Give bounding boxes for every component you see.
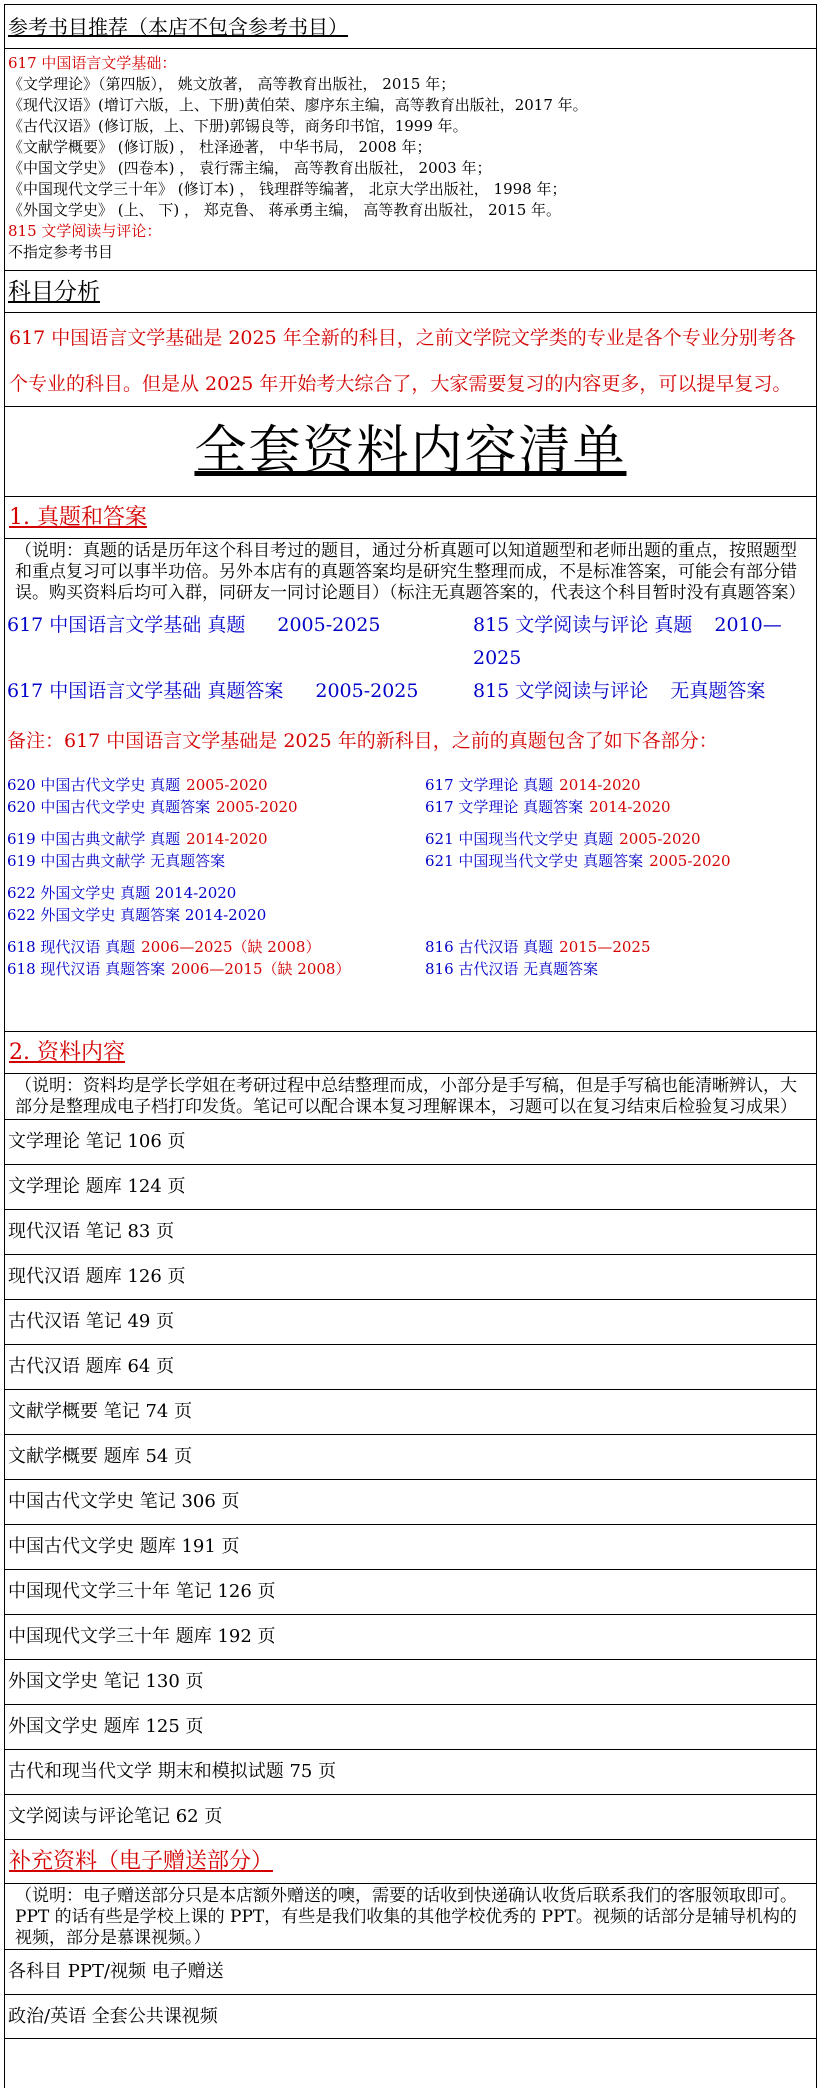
section2-header: 2. 资料内容 xyxy=(9,1040,125,1065)
exam-entry-name: 815 文学阅读与评论 真题 xyxy=(473,614,693,636)
exam-entry-name: 621 中国现当代文学史 真题 xyxy=(425,830,614,848)
exam-entry-years: 2005-2020 xyxy=(619,830,701,848)
exam-entry-name: 816 古代汉语 真题 xyxy=(425,938,554,956)
exam-entry xyxy=(7,936,425,958)
material-item: 外国文学史 笔记 130 页 xyxy=(5,1659,816,1704)
section1-body xyxy=(5,538,816,1031)
analysis-text: 617 中国语言文学基础是 2025 年全新的科目，之前文学院文学类的专业是各个专业分别考各个专业的科目。但是从 2025 年开始考大综合了，大家需要复习的内容更多，可以提早复习。 xyxy=(5,312,816,406)
book-line: 《中国现代文学三十年》 (修订本) ， 钱理群等编著， 北京大学出版社， 1998 年； xyxy=(8,180,567,198)
exam-entry xyxy=(7,609,473,675)
exam-entry xyxy=(425,774,816,796)
section2-note: （说明：资料均是学长学姐在考研过程中总结整理而成，小部分是手写稿，但是手写稿也能清晰辨认，大部分是整理成电子档打印发货。笔记可以配合课本复习理解课本，习题可以在复习结束后检验复习成果） xyxy=(5,1073,816,1119)
material-item: 中国古代文学史 题库 191 页 xyxy=(5,1524,816,1569)
exam-group xyxy=(5,882,816,926)
exam-entry xyxy=(7,850,425,872)
book-line: 《现代汉语》(增订六版，上、下册)黄伯荣、廖序东主编，高等教育出版社，2017 年。 xyxy=(8,96,588,114)
exam-entry-name: 617 中国语言文学基础 真题答案 xyxy=(7,680,284,702)
section2-items xyxy=(5,1119,816,1839)
supplement-item: 政治/英语 全套公共课视频 xyxy=(5,1994,816,2039)
exam-entry-years: 无真题答案 xyxy=(670,680,766,702)
analysis-header: 科目分析 xyxy=(8,279,100,305)
supplement-header-box xyxy=(5,1839,816,1883)
exam-entry xyxy=(7,774,425,796)
exam-entry-years: 2005-2020 xyxy=(216,798,298,816)
exam-subrow xyxy=(5,958,816,980)
books-subject-815: 815 文学阅读与评论： xyxy=(8,222,162,240)
supplement-item: 各科目 PPT/视频 电子赠送 xyxy=(5,1949,816,1994)
exam-entry-years: 2005-2020 xyxy=(186,776,268,794)
exam-subrow xyxy=(5,882,816,904)
exam-entry-name: 816 古代汉语 无真题答案 xyxy=(425,960,599,978)
supplement-items xyxy=(5,1949,816,2039)
exam-entry-name: 622 外国文学史 真题 2014-2020 xyxy=(7,884,237,902)
exam-entry xyxy=(7,958,425,980)
book-line: 《文献学概要》 (修订版) ， 杜泽逊著， 中华书局， 2008 年； xyxy=(8,138,432,156)
exam-entry xyxy=(425,850,816,872)
books-list xyxy=(5,48,816,270)
material-item: 文学理论 题库 124 页 xyxy=(5,1164,816,1209)
section1-note: （说明：真题的话是历年这个科目考过的题目，通过分析真题可以知道题型和老师出题的重点，按照题型和重点复习可以事半功倍。另外本店有的真题答案均是研究生整理而成，不是标准答案，可能会有部分错误。购买资料后均可入群，同研友一同讨论题目）（标注无真题答案的，代表这个科目暂时没有真题答案） xyxy=(15,541,806,603)
exam-subrow xyxy=(5,774,816,796)
main-title: 全套资料内容清单 xyxy=(194,421,627,481)
exam-entry xyxy=(7,882,425,904)
material-item: 中国古代文学史 笔记 306 页 xyxy=(5,1479,816,1524)
material-item: 外国文学史 题库 125 页 xyxy=(5,1704,816,1749)
exam-subrow xyxy=(5,796,816,818)
exam-entry-years: 2014-2020 xyxy=(186,830,268,848)
exam-entry-name: 621 中国现当代文学史 真题答案 xyxy=(425,852,644,870)
exam-group xyxy=(5,828,816,872)
exam-entry xyxy=(425,936,816,958)
material-item: 中国现代文学三十年 笔记 126 页 xyxy=(5,1569,816,1614)
section2-header-box xyxy=(5,1031,816,1073)
books-header-box xyxy=(5,4,816,48)
material-item: 文献学概要 笔记 74 页 xyxy=(5,1389,816,1434)
exam-entry xyxy=(473,609,816,675)
exam-entry xyxy=(425,904,816,926)
exam-entry-name: 618 现代汉语 真题 xyxy=(7,938,136,956)
exam-entry-years: 2005-2025 xyxy=(315,680,419,702)
exam-subrow xyxy=(5,850,816,872)
material-item: 古代汉语 题库 64 页 xyxy=(5,1344,816,1389)
exam-entry-name: 622 外国文学史 真题答案 2014-2020 xyxy=(7,906,267,924)
exam-row xyxy=(5,609,816,675)
exam-group xyxy=(5,774,816,818)
exam-entry-name: 619 中国古典文献学 无真题答案 xyxy=(7,852,226,870)
section1-remark: 备注：617 中国语言文学基础是 2025 年的新科目，之前的真题包含了如下各部分： xyxy=(7,730,718,752)
section1-groups xyxy=(5,774,816,980)
exam-entry xyxy=(425,882,816,904)
books-lines xyxy=(8,74,816,221)
material-item: 文献学概要 题库 54 页 xyxy=(5,1434,816,1479)
material-item: 文学阅读与评论笔记 62 页 xyxy=(5,1794,816,1839)
exam-entry-years: 2005-2020 xyxy=(649,852,731,870)
book-line: 《文学理论》（第四版）， 姚文放著， 高等教育出版社， 2015 年； xyxy=(8,75,456,93)
exam-subrow xyxy=(5,936,816,958)
book-line: 《外国文学史》 (上、 下) ， 郑克鲁、 蒋承勇主编， 高等教育出版社， 2015 年。 xyxy=(8,201,562,219)
section1-header: 1. 真题和答案 xyxy=(9,505,147,530)
material-item: 现代汉语 笔记 83 页 xyxy=(5,1209,816,1254)
exam-entry-name: 617 中国语言文学基础 真题 xyxy=(7,614,246,636)
exam-row xyxy=(5,675,816,708)
exam-entry-name: 620 中国古代文学史 真题 xyxy=(7,776,181,794)
main-title-box xyxy=(5,406,816,496)
document-sheet xyxy=(4,4,817,2088)
material-item: 现代汉语 题库 126 页 xyxy=(5,1254,816,1299)
exam-entry-name: 815 文学阅读与评论 xyxy=(473,680,649,702)
exam-entry-name: 617 文学理论 真题 xyxy=(425,776,554,794)
exam-entry-name: 619 中国古典文献学 真题 xyxy=(7,830,181,848)
books-header: 参考书目推荐（本店不包含参考书目） xyxy=(8,15,348,39)
exam-entry xyxy=(425,828,816,850)
exam-entry xyxy=(7,796,425,818)
exam-entry-name: 618 现代汉语 真题答案 xyxy=(7,960,166,978)
exam-entry xyxy=(425,958,816,980)
exam-entry-name: 617 文学理论 真题答案 xyxy=(425,798,584,816)
books-note-815: 不指定参考书目 xyxy=(8,243,114,261)
exam-entry xyxy=(7,675,473,708)
exam-subrow xyxy=(5,828,816,850)
exam-entry-years: 2015—2025 xyxy=(559,938,651,956)
exam-entry xyxy=(425,796,816,818)
books-subject-617: 617 中国语言文学基础： xyxy=(8,54,177,72)
material-item: 中国现代文学三十年 题库 192 页 xyxy=(5,1614,816,1659)
exam-entry xyxy=(473,675,816,708)
analysis-header-box xyxy=(5,270,816,312)
exam-group xyxy=(5,936,816,980)
book-line: 《中国文学史》 (四卷本) ， 袁行霈主编， 高等教育出版社， 2003 年； xyxy=(8,159,492,177)
exam-subrow xyxy=(5,904,816,926)
exam-entry-years: 2006—2025（缺 2008） xyxy=(141,938,321,956)
supplement-header: 补充资料（电子赠送部分） xyxy=(9,1849,274,1874)
material-item: 文学理论 笔记 106 页 xyxy=(5,1119,816,1164)
exam-entry-years: 2014-2020 xyxy=(589,798,671,816)
exam-entry xyxy=(7,904,425,926)
exam-entry-name: 620 中国古代文学史 真题答案 xyxy=(7,798,211,816)
section1-header-box xyxy=(5,496,816,538)
exam-entry xyxy=(7,828,425,850)
section1-main-rows xyxy=(5,609,816,708)
material-item: 古代和现当代文学 期末和模拟试题 75 页 xyxy=(5,1749,816,1794)
exam-entry-years: 2005-2025 xyxy=(277,614,381,636)
supplement-note: （说明：电子赠送部分只是本店额外赠送的噢，需要的话收到快递确认收货后联系我们的客服领取即可。PPT 的话有些是学校上课的 PPT，有些是我们收集的其他学校优秀的 PPT。视频的话部分是辅导机构的视频，部分是慕课视频。） xyxy=(5,1883,816,1949)
exam-entry-years: 2006—2015（缺 2008） xyxy=(171,960,351,978)
exam-entry-years: 2010—2025 xyxy=(473,614,782,669)
exam-entry-years: 2014-2020 xyxy=(559,776,641,794)
book-line: 《古代汉语》(修订版，上、下册)郭锡良等，商务印书馆，1999 年。 xyxy=(8,117,468,135)
material-item: 古代汉语 笔记 49 页 xyxy=(5,1299,816,1344)
